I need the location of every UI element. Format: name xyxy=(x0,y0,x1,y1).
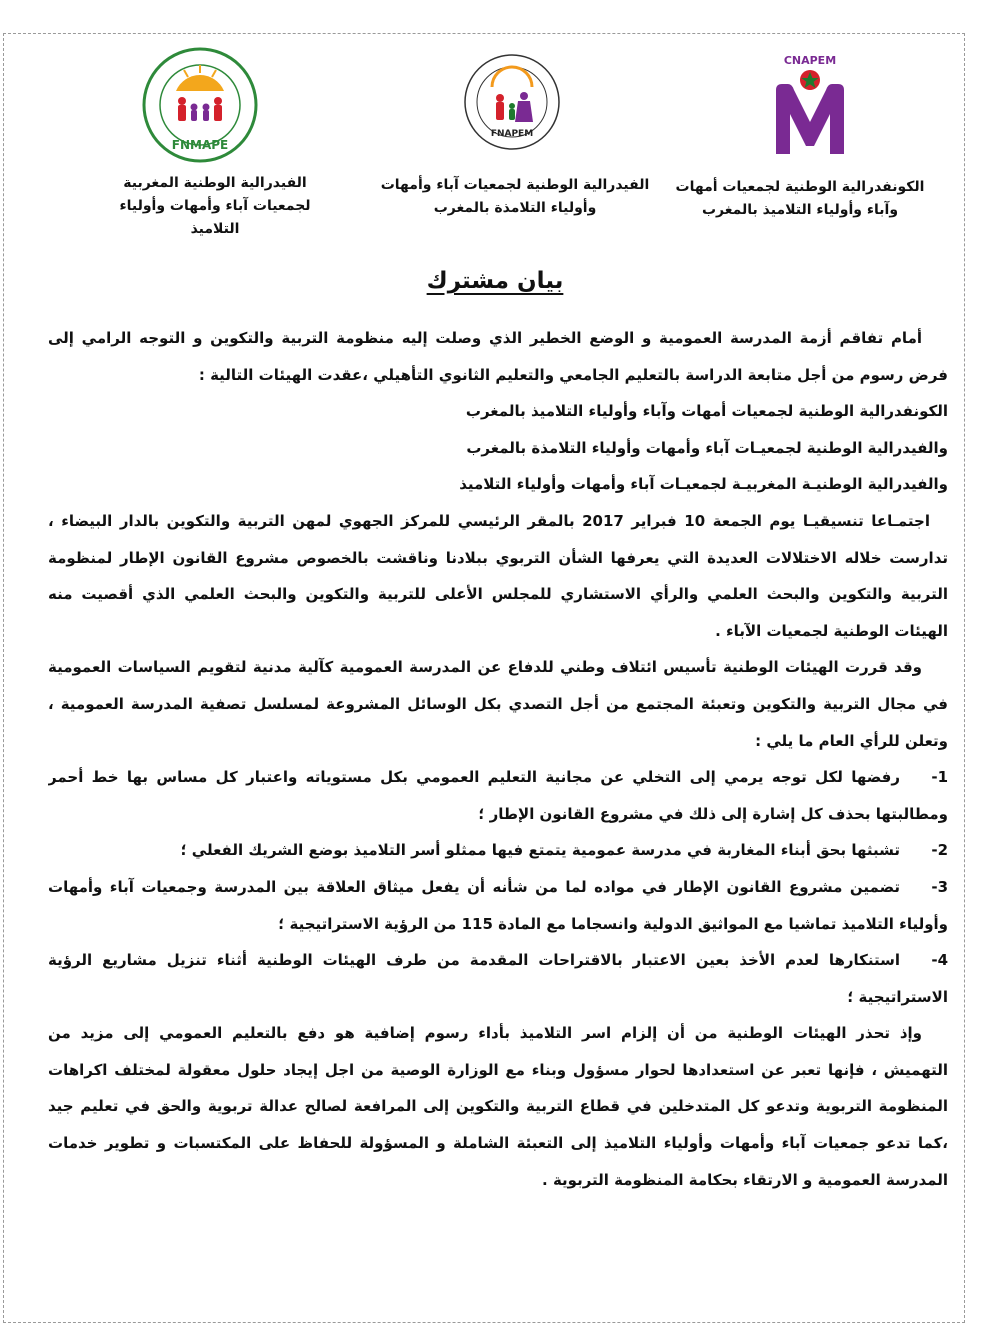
org-list-item: والفيدرالية الوطنية لجمعيـات آباء وأمهات وأولياء التلامذة بالمغرب xyxy=(466,438,948,457)
svg-text:FNAPEM: FNAPEM xyxy=(490,129,534,139)
paragraph-line: ،كما تدعو جمعيات آباء وأمهات وأولياء التلاميذ إلى التعبئة الشاملة و المسؤولة للحفاظ على المكتسبات و تطوير خدمات xyxy=(48,1134,948,1153)
org-name-line: وآباء وأولياء التلاميذ بالمغرب xyxy=(701,202,899,218)
svg-text:FNMAPE: FNMAPE xyxy=(171,138,229,152)
fnmape-logo xyxy=(140,45,260,165)
point-item xyxy=(48,869,948,906)
point-text: رفضها لكل توجه يرمي إلى التخلي عن مجانية التعليم العمومي بكل مستوياته واعتبار كل مساس بها خط أحمر xyxy=(48,768,900,787)
fnapem-logo xyxy=(462,52,562,152)
paragraph-line: أمام تفاقم أزمة المدرسة العمومية و الوضع الخطير الذي وصلت إليه منظومة التربية والتكوين و التوجه الرامي إلى xyxy=(48,329,922,347)
paragraph-line: في مجال التربية والتكوين وتعبئة المجتمع من أجل التصدي بكل الوسائل المشروعة لمسلسل تصفية المدرسة العمومية ، xyxy=(48,694,948,713)
org-name-cnapem xyxy=(665,176,935,222)
paragraph-line: المنظومة التربوية وتدعو كل المتدخلين في قطاع التربية والتكوين إلى المرافعة لصالح عدالة تربوية والحق في تعليم جيد xyxy=(48,1097,948,1116)
org-name-line: وأولياء التلامذة بالمغرب xyxy=(433,200,597,216)
paragraph-line: وتعلن للرأي العام ما يلي : xyxy=(755,731,948,750)
point-continuation: الاستراتيجية ؛ xyxy=(847,987,948,1006)
org-list-item: والفيدرالية الوطنيـة المغربيـة لجمعيـات آباء وأمهات وأولياء التلاميذ xyxy=(459,475,948,494)
paragraph-line: وإذ تحذر الهيئات الوطنية من أن إلزام اسر التلاميذ بأداء رسوم إضافية هو دفع بالتعليم العمومي إلى مزيد من xyxy=(48,1024,922,1043)
org-name-line: الكونفدرالية الوطنية لجمعيات أمهات xyxy=(675,179,925,195)
paragraph-line: المدرسة العمومية و الارتقاء بحكامة المنظومة التربوية . xyxy=(542,1170,948,1189)
statement-body xyxy=(48,320,948,1198)
paragraph-line: وقد قررت الهيئات الوطنية تأسيس ائتلاف وطني للدفاع عن المدرسة العمومية كآلية مدنية لتقويم السياسات العمومية xyxy=(48,658,922,677)
paragraph-line: فرض رسوم من أجل متابعة الدراسة بالتعليم الجامعي والتعليم الثانوي التأهيلي ،عقدت الهيئات التالية : xyxy=(198,365,948,384)
point-continuation: وأولياء التلاميذ تماشيا مع المواثيق الدولية وانسجاما مع المادة 115 من الرؤية الاستراتيجية ؛ xyxy=(278,914,948,933)
point-item xyxy=(48,759,948,796)
point-number: 2- xyxy=(931,841,948,860)
point-item xyxy=(48,942,948,979)
paragraph-line: تدارست خلاله الاختلالات العديدة التي يعرفها الشأن التربوي ببلادنا وناقشت بالخصوص مشروع القانون الإطار لمنظومة xyxy=(48,548,948,567)
statement-title: بيان مشترك xyxy=(426,268,564,294)
org-name-fnapem xyxy=(380,174,650,220)
paragraph-line: الهيئات الوطنية لجمعيات الآباء . xyxy=(715,621,948,640)
paragraph-line: التهميش ، فإنها تعبر عن استعدادها لحوار مسؤول وبناء مع الوزارة الوصية من اجل إيجاد حلول معقولة لمختلف اكراهات xyxy=(48,1060,948,1079)
point-text: استنكارها لعدم الأخذ بعين الاعتبار بالاقتراحات المقدمة من طرف الهيئات الوطنية أثناء تنزيل مشاريع الرؤية xyxy=(48,951,900,970)
org-name-fnmape xyxy=(100,172,330,241)
point-item xyxy=(48,832,948,869)
point-number: 1- xyxy=(931,768,948,787)
point-number: 4- xyxy=(931,951,948,970)
paragraph-line: التربية والتكوين والبحث العلمي والرأي الاستشاري للمجلس الأعلى للتربية والتكوين والبحث العلمي الذي أقصيت منه xyxy=(48,585,948,604)
point-text: تشبثها بحق أبناء المغاربة في مدرسة عمومية يتمتع فيها ممثلو أسر التلاميذ بوضع الشريك الفعلي ؛ xyxy=(180,841,900,860)
org-name-line: الفيدرالية الوطنية المغربية xyxy=(123,175,307,191)
org-name-line: لجمعيات آباء وأمهات وأولياء التلاميذ xyxy=(119,198,311,237)
point-text: تضمين مشروع القانون الإطار في مواده لما من شأنه أن يفعل ميثاق العلاقة بين المدرسة وجمعيات آباء وأمهات xyxy=(48,877,900,896)
org-name-line: الفيدرالية الوطنية لجمعيات آباء وأمهات xyxy=(380,177,650,193)
point-number: 3- xyxy=(931,877,948,896)
org-list-item: الكونفدرالية الوطنية لجمعيات أمهات وآباء وأولياء التلاميذ بالمغرب xyxy=(465,402,948,421)
svg-text:CNAPEM: CNAPEM xyxy=(783,54,837,67)
cnapem-logo xyxy=(768,50,852,160)
paragraph-line: اجتمـاعا تنسيقيـا يوم الجمعة 10 فبراير 2017 بالمقر الرئيسي للمركز الجهوي لمهن التربية والتكوين بالدار البيضاء ، xyxy=(48,511,931,530)
point-continuation: ومطالبتها بحذف كل إشارة إلى ذلك في مشروع القانون الإطار ؛ xyxy=(478,804,948,823)
